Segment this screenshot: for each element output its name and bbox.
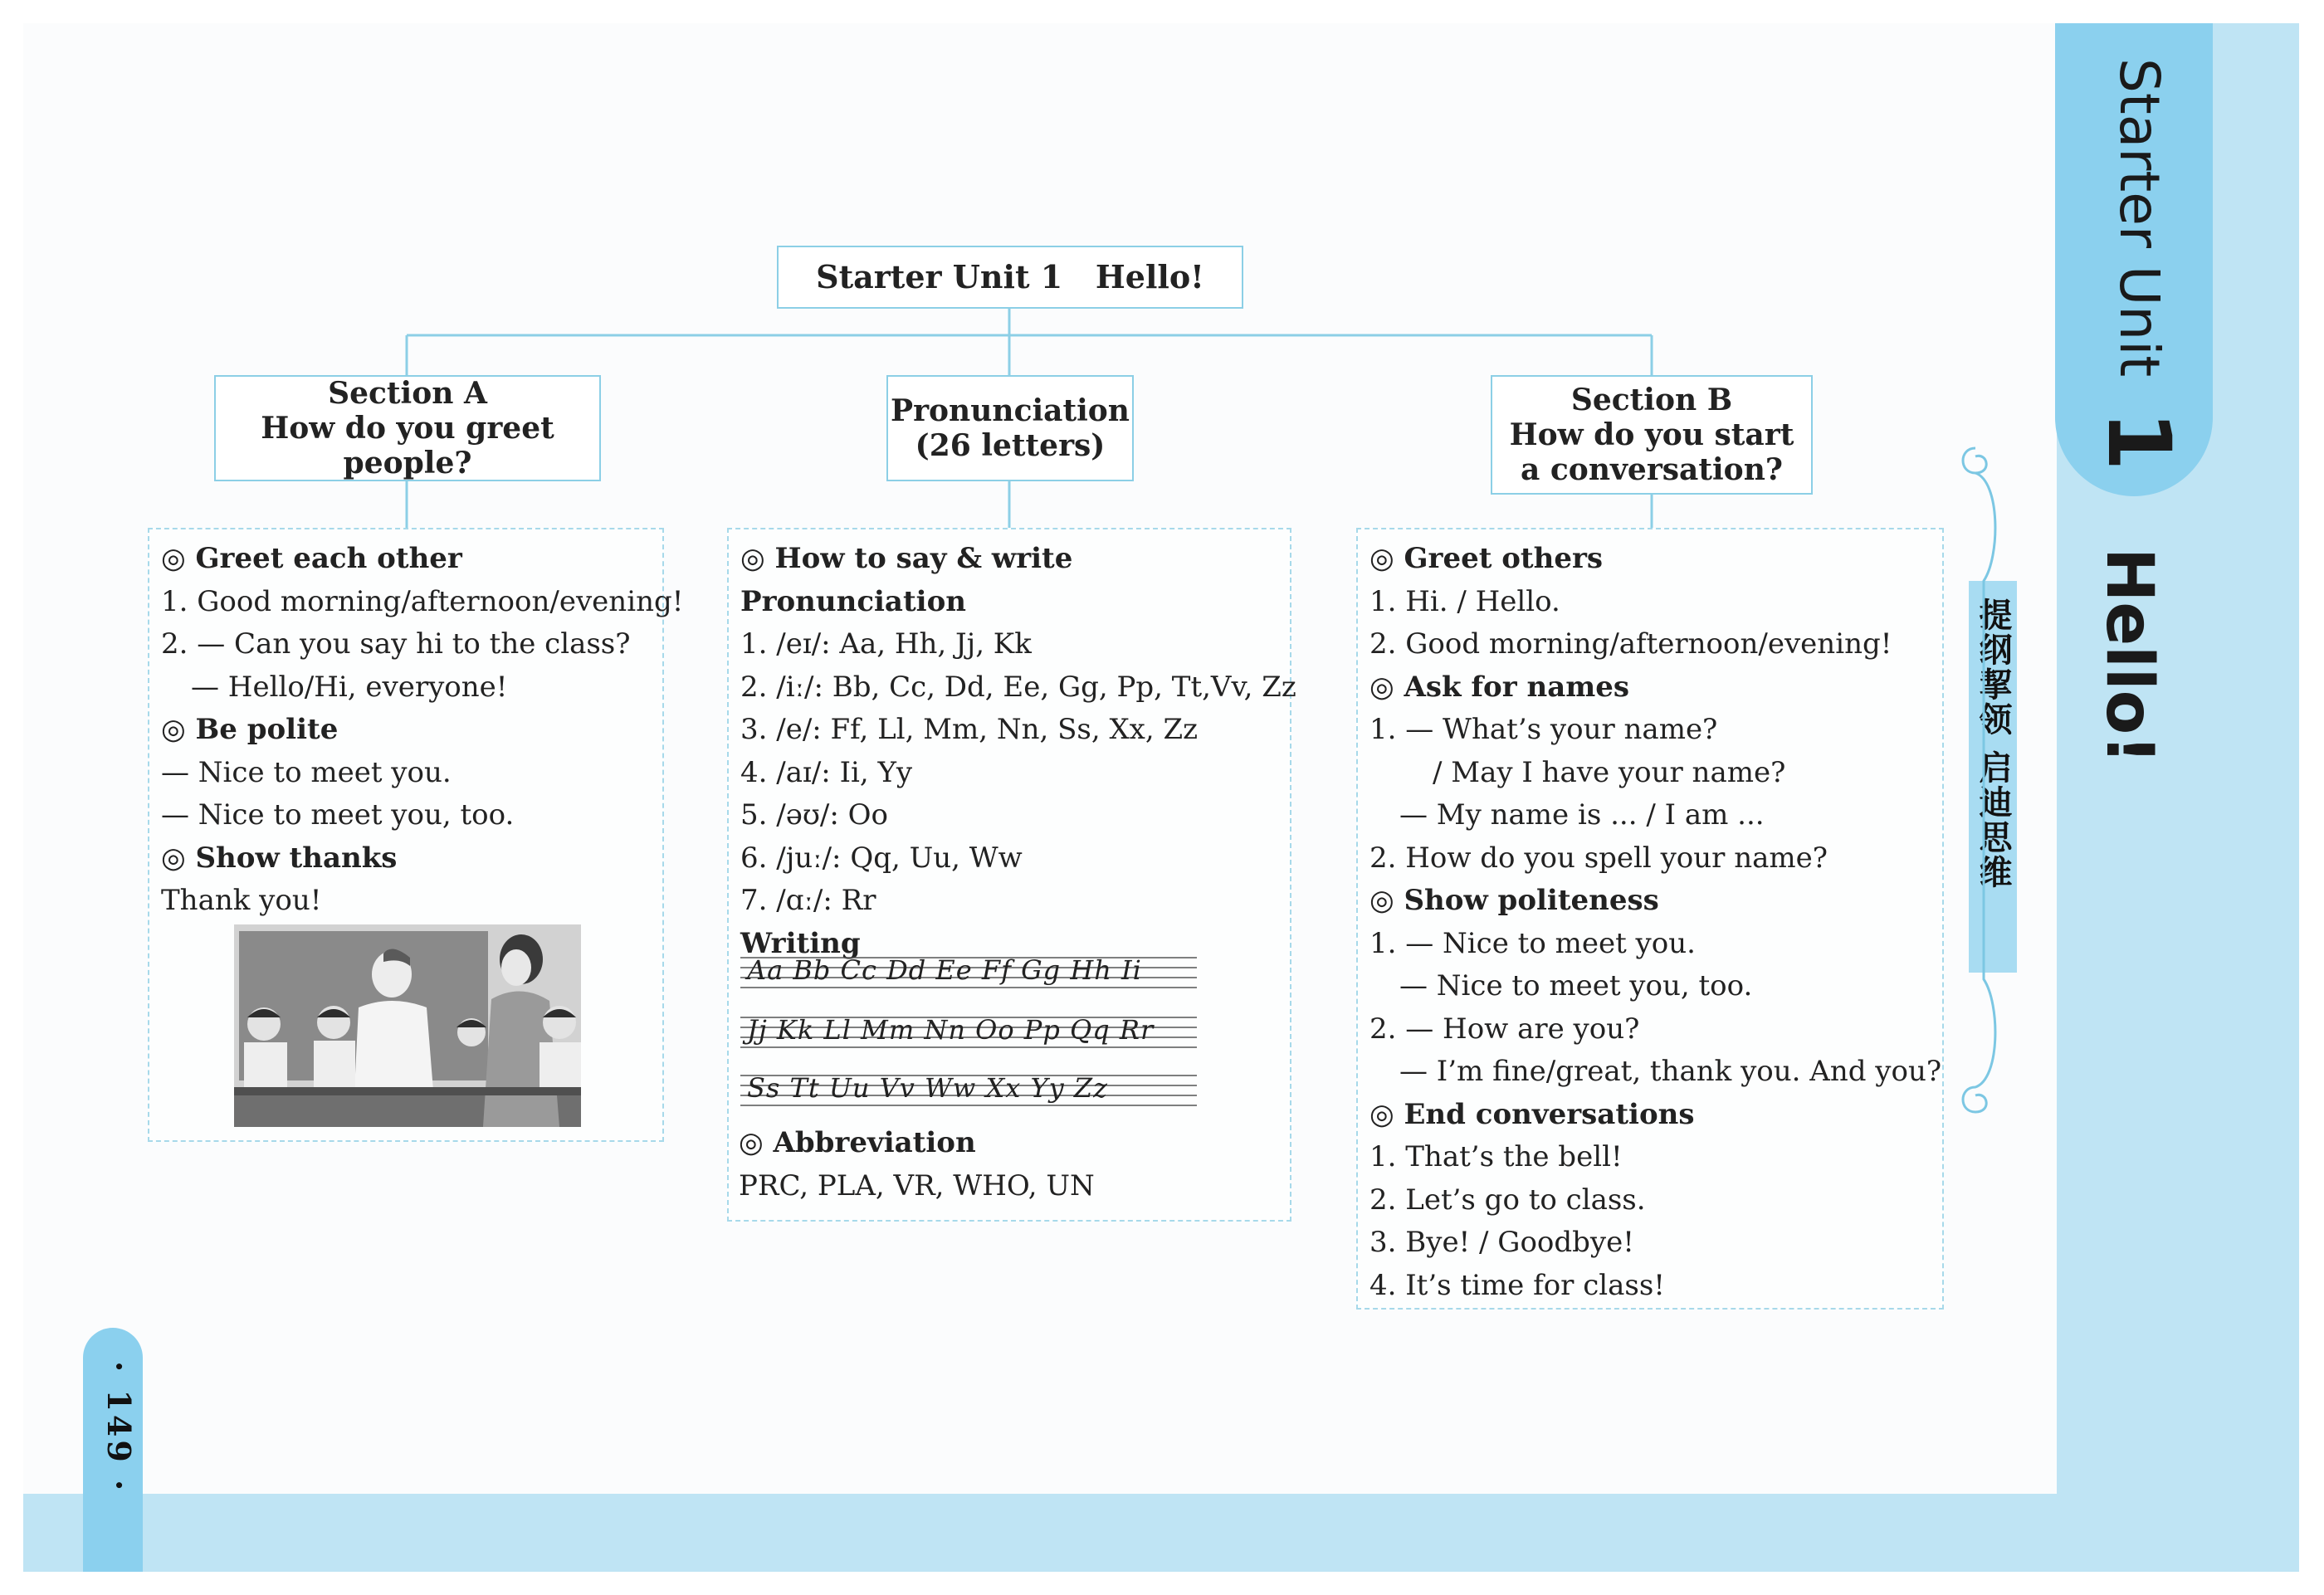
handwriting-letters: Aa Bb Cc Dd Ee Ff Gg Hh Ii: [747, 954, 1142, 986]
section-b-subtitle-line2: a conversation?: [1521, 452, 1783, 487]
outline-line: 7. /ɑː/: Rr: [740, 884, 876, 917]
root-title: Starter Unit 1 Hello!: [816, 258, 1204, 295]
pronunciation-panel: [727, 528, 1296, 1222]
outline-heading: ◎ Greet each other: [161, 542, 462, 575]
outline-line: 5. /əʊ/: Oo: [740, 798, 888, 832]
outline-line: — Nice to meet you, too.: [161, 798, 515, 832]
pronunciation-header: [886, 375, 1134, 481]
section-b-panel: [1356, 528, 1944, 1310]
writing-row: [740, 1014, 1197, 1052]
outline-line: — Nice to meet you.: [161, 755, 452, 789]
abbreviation-heading: ◎ Abbreviation: [739, 1126, 976, 1159]
outline-line: 6. /juː/: Qq, Uu, Ww: [740, 841, 1023, 875]
page-number: · 149 ·: [100, 1361, 138, 1495]
writing-row: [740, 954, 1197, 993]
outline-subheading: Pronunciation: [740, 584, 966, 618]
outline-line: 1. — Nice to meet you.: [1370, 926, 1696, 960]
section-a-title: Section A: [328, 376, 487, 411]
outline-line: / May I have your name?: [1433, 755, 1786, 789]
outline-line: 4. It’s time for class!: [1370, 1268, 1665, 1302]
outline-line: 2. Let’s go to class.: [1370, 1183, 1646, 1217]
unit-title-vertical: Hello!: [2092, 548, 2166, 764]
outline-line: 1. Good morning/afternoon/evening!: [161, 584, 684, 618]
outline-line: 2. Good morning/afternoon/evening!: [1370, 627, 1892, 661]
pronunciation-title: Pronunciation: [891, 393, 1130, 428]
section-a-content: [161, 538, 684, 923]
classroom-illustration: [234, 924, 581, 1127]
unit-label: Starter Unit: [2107, 58, 2171, 378]
outline-line: 1. — What’s your name?: [1370, 713, 1718, 746]
writing-row: [740, 1072, 1197, 1110]
section-b-subtitle-line1: How do you start: [1509, 417, 1794, 452]
outline-line: 1. Hi. / Hello.: [1370, 584, 1560, 618]
pronunciation-subtitle: (26 letters): [915, 428, 1106, 463]
section-label: 提纲挈领 启迪思维: [1974, 598, 2012, 890]
outline-line: 2. /iː/: Bb, Cc, Dd, Ee, Gg, Pp, Tt,Vv, Zz: [740, 670, 1296, 704]
handwriting-letters: Ss Tt Uu Vv Ww Xx Yy Zz: [747, 1072, 1108, 1104]
outline-line: Thank you!: [161, 884, 322, 917]
outline-heading: ◎ How to say & write: [740, 542, 1073, 575]
section-b-content: [1370, 538, 1942, 1307]
outline-heading: ◎ Show politeness: [1370, 884, 1659, 917]
outline-heading: ◎ End conversations: [1370, 1097, 1695, 1131]
abbreviation-text: PRC, PLA, VR, WHO, UN: [739, 1168, 1095, 1202]
section-b-title: Section B: [1570, 383, 1733, 417]
root-title-box: [777, 246, 1243, 309]
outline-line: 1. /eɪ/: Aa, Hh, Jj, Kk: [740, 627, 1032, 661]
outline-heading: ◎ Ask for names: [1370, 670, 1629, 704]
section-a-header: [214, 375, 601, 481]
outline-line: 3. Bye! / Goodbye!: [1370, 1226, 1634, 1259]
outline-heading: ◎ Show thanks: [161, 841, 398, 875]
abbreviation-block: [729, 1122, 1290, 1220]
handwriting-letters: Jj Kk Ll Mm Nn Oo Pp Qq Rr: [747, 1014, 1155, 1046]
outline-line: 2. How do you spell your name?: [1370, 841, 1828, 875]
outline-line: — My name is ... / I am ...: [1399, 798, 1765, 832]
outline-heading: ◎ Be polite: [161, 713, 339, 746]
outline-line: 2. — How are you?: [1370, 1012, 1640, 1046]
outline-line: — Nice to meet you, too.: [1399, 969, 1753, 1002]
outline-subheading: Writing: [740, 926, 861, 960]
outline-line: — Hello/Hi, everyone!: [191, 670, 508, 704]
outline-line: — I’m fine/great, thank you. And you?: [1399, 1055, 1942, 1088]
pronunciation-content: [740, 538, 1296, 965]
outline-heading: ◎ Greet others: [1370, 542, 1604, 575]
outline-line: 3. /e/: Ff, Ll, Mm, Nn, Ss, Xx, Zz: [740, 713, 1199, 746]
section-a-subtitle: How do you greet people?: [261, 411, 554, 480]
outline-line: 2. — Can you say hi to the class?: [161, 627, 631, 661]
outline-line: 1. That’s the bell!: [1370, 1140, 1623, 1173]
section-b-header: [1491, 375, 1813, 495]
outline-line: 4. /aɪ/: Ii, Yy: [740, 755, 913, 789]
unit-number: 1: [2088, 411, 2190, 471]
